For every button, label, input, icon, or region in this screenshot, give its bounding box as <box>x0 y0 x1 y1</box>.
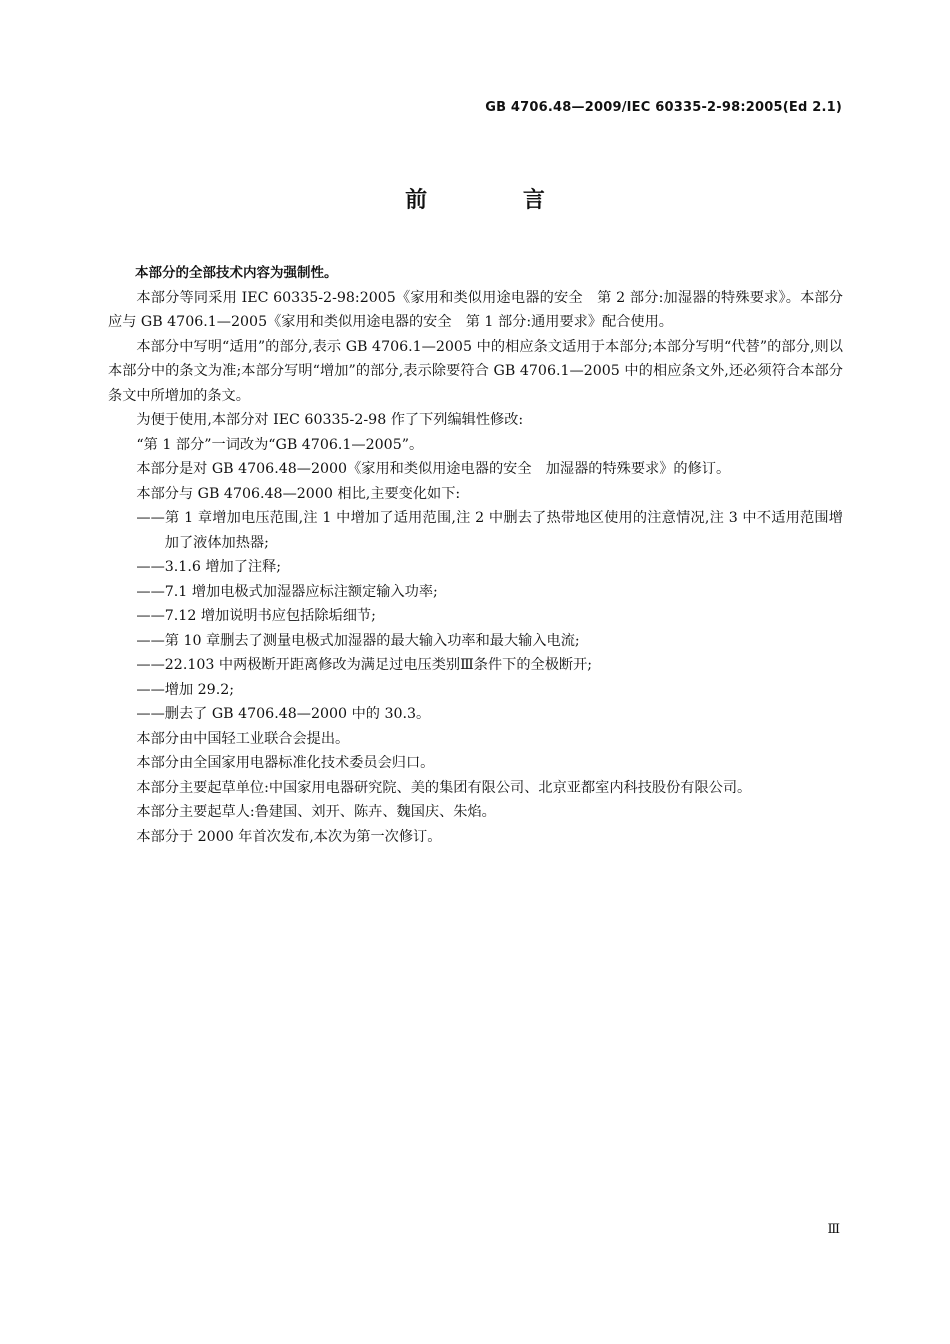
paragraph: “第 1 部分”一词改为“GB 4706.1—2005”。 <box>136 436 424 453</box>
list-item: ——22.103 中两极断开距离修改为满足过电压类别Ⅲ条件下的全极断开; <box>136 657 593 673</box>
list-item: ——删去了 GB 4706.48—2000 中的 30.3。 <box>136 706 431 722</box>
paragraph: 本部分主要起草人:鲁建国、刘开、陈卉、魏国庆、朱焰。 <box>136 804 496 820</box>
changes-list <box>108 506 843 727</box>
paragraph: 为便于使用,本部分对 IEC 60335-2-98 作了下列编辑性修改: <box>136 412 524 428</box>
foreword-body <box>108 261 843 849</box>
list-item: ——增加 29.2; <box>136 681 235 698</box>
paragraph: 本部分是对 GB 4706.48—2000《家用和类似用途电器的安全 加湿器的特殊要求》的修订。 <box>136 461 731 477</box>
paragraph: 本部分主要起草单位:中国家用电器研究院、美的集团有限公司、北京亚都室内科技股份有限公司。 <box>136 779 752 796</box>
list-item: ——7.1 增加电极式加湿器应标注额定输入功率; <box>136 583 438 600</box>
list-item: ——第 10 章删去了测量电极式加湿器的最大输入功率和最大输入电流; <box>136 632 580 649</box>
paragraph: 本部分等同采用 IEC 60335-2-98:2005《家用和类似用途电器的安全 第 2 部分:加湿器的特殊要求》。本部分应与 GB 4706.1—2005《家用和类似用途电器的安全 第 1 部分:通用要求》配合使用。 <box>108 289 843 330</box>
page-title: 前 言 <box>405 188 589 213</box>
list-item: ——3.1.6 增加了注释; <box>136 559 282 575</box>
paragraph: 本部分于 2000 年首次发布,本次为第一次修订。 <box>136 828 442 845</box>
list-item: ——7.12 增加说明书应包括除垢细节; <box>136 608 376 624</box>
document-header: GB 4706.48—2009/IEC 60335-2-98:2005(Ed 2.1) <box>485 100 842 115</box>
paragraph: 本部分与 GB 4706.48—2000 相比,主要变化如下: <box>136 485 461 502</box>
list-item: ——第 1 章增加电压范围,注 1 中增加了适用范围,注 2 中删去了热带地区使用的注意情况,注 3 中不适用范围增加了液体加热器; <box>136 510 843 551</box>
paragraph: 本部分中写明“适用”的部分,表示 GB 4706.1—2005 中的相应条文适用于本部分;本部分写明“代替”的部分,则以本部分中的条文为准;本部分写明“增加”的部分,表示除要符合 GB 4706.1—2005 中的相应条文外,还必须符合本部分条文中所增加的条文。 <box>108 338 843 404</box>
mandatory-statement: 本部分的全部技术内容为强制性。 <box>135 265 338 281</box>
page-number: Ⅲ <box>827 1222 840 1237</box>
paragraph: 本部分由全国家用电器标准化技术委员会归口。 <box>136 755 435 771</box>
paragraph: 本部分由中国轻工业联合会提出。 <box>136 730 350 747</box>
